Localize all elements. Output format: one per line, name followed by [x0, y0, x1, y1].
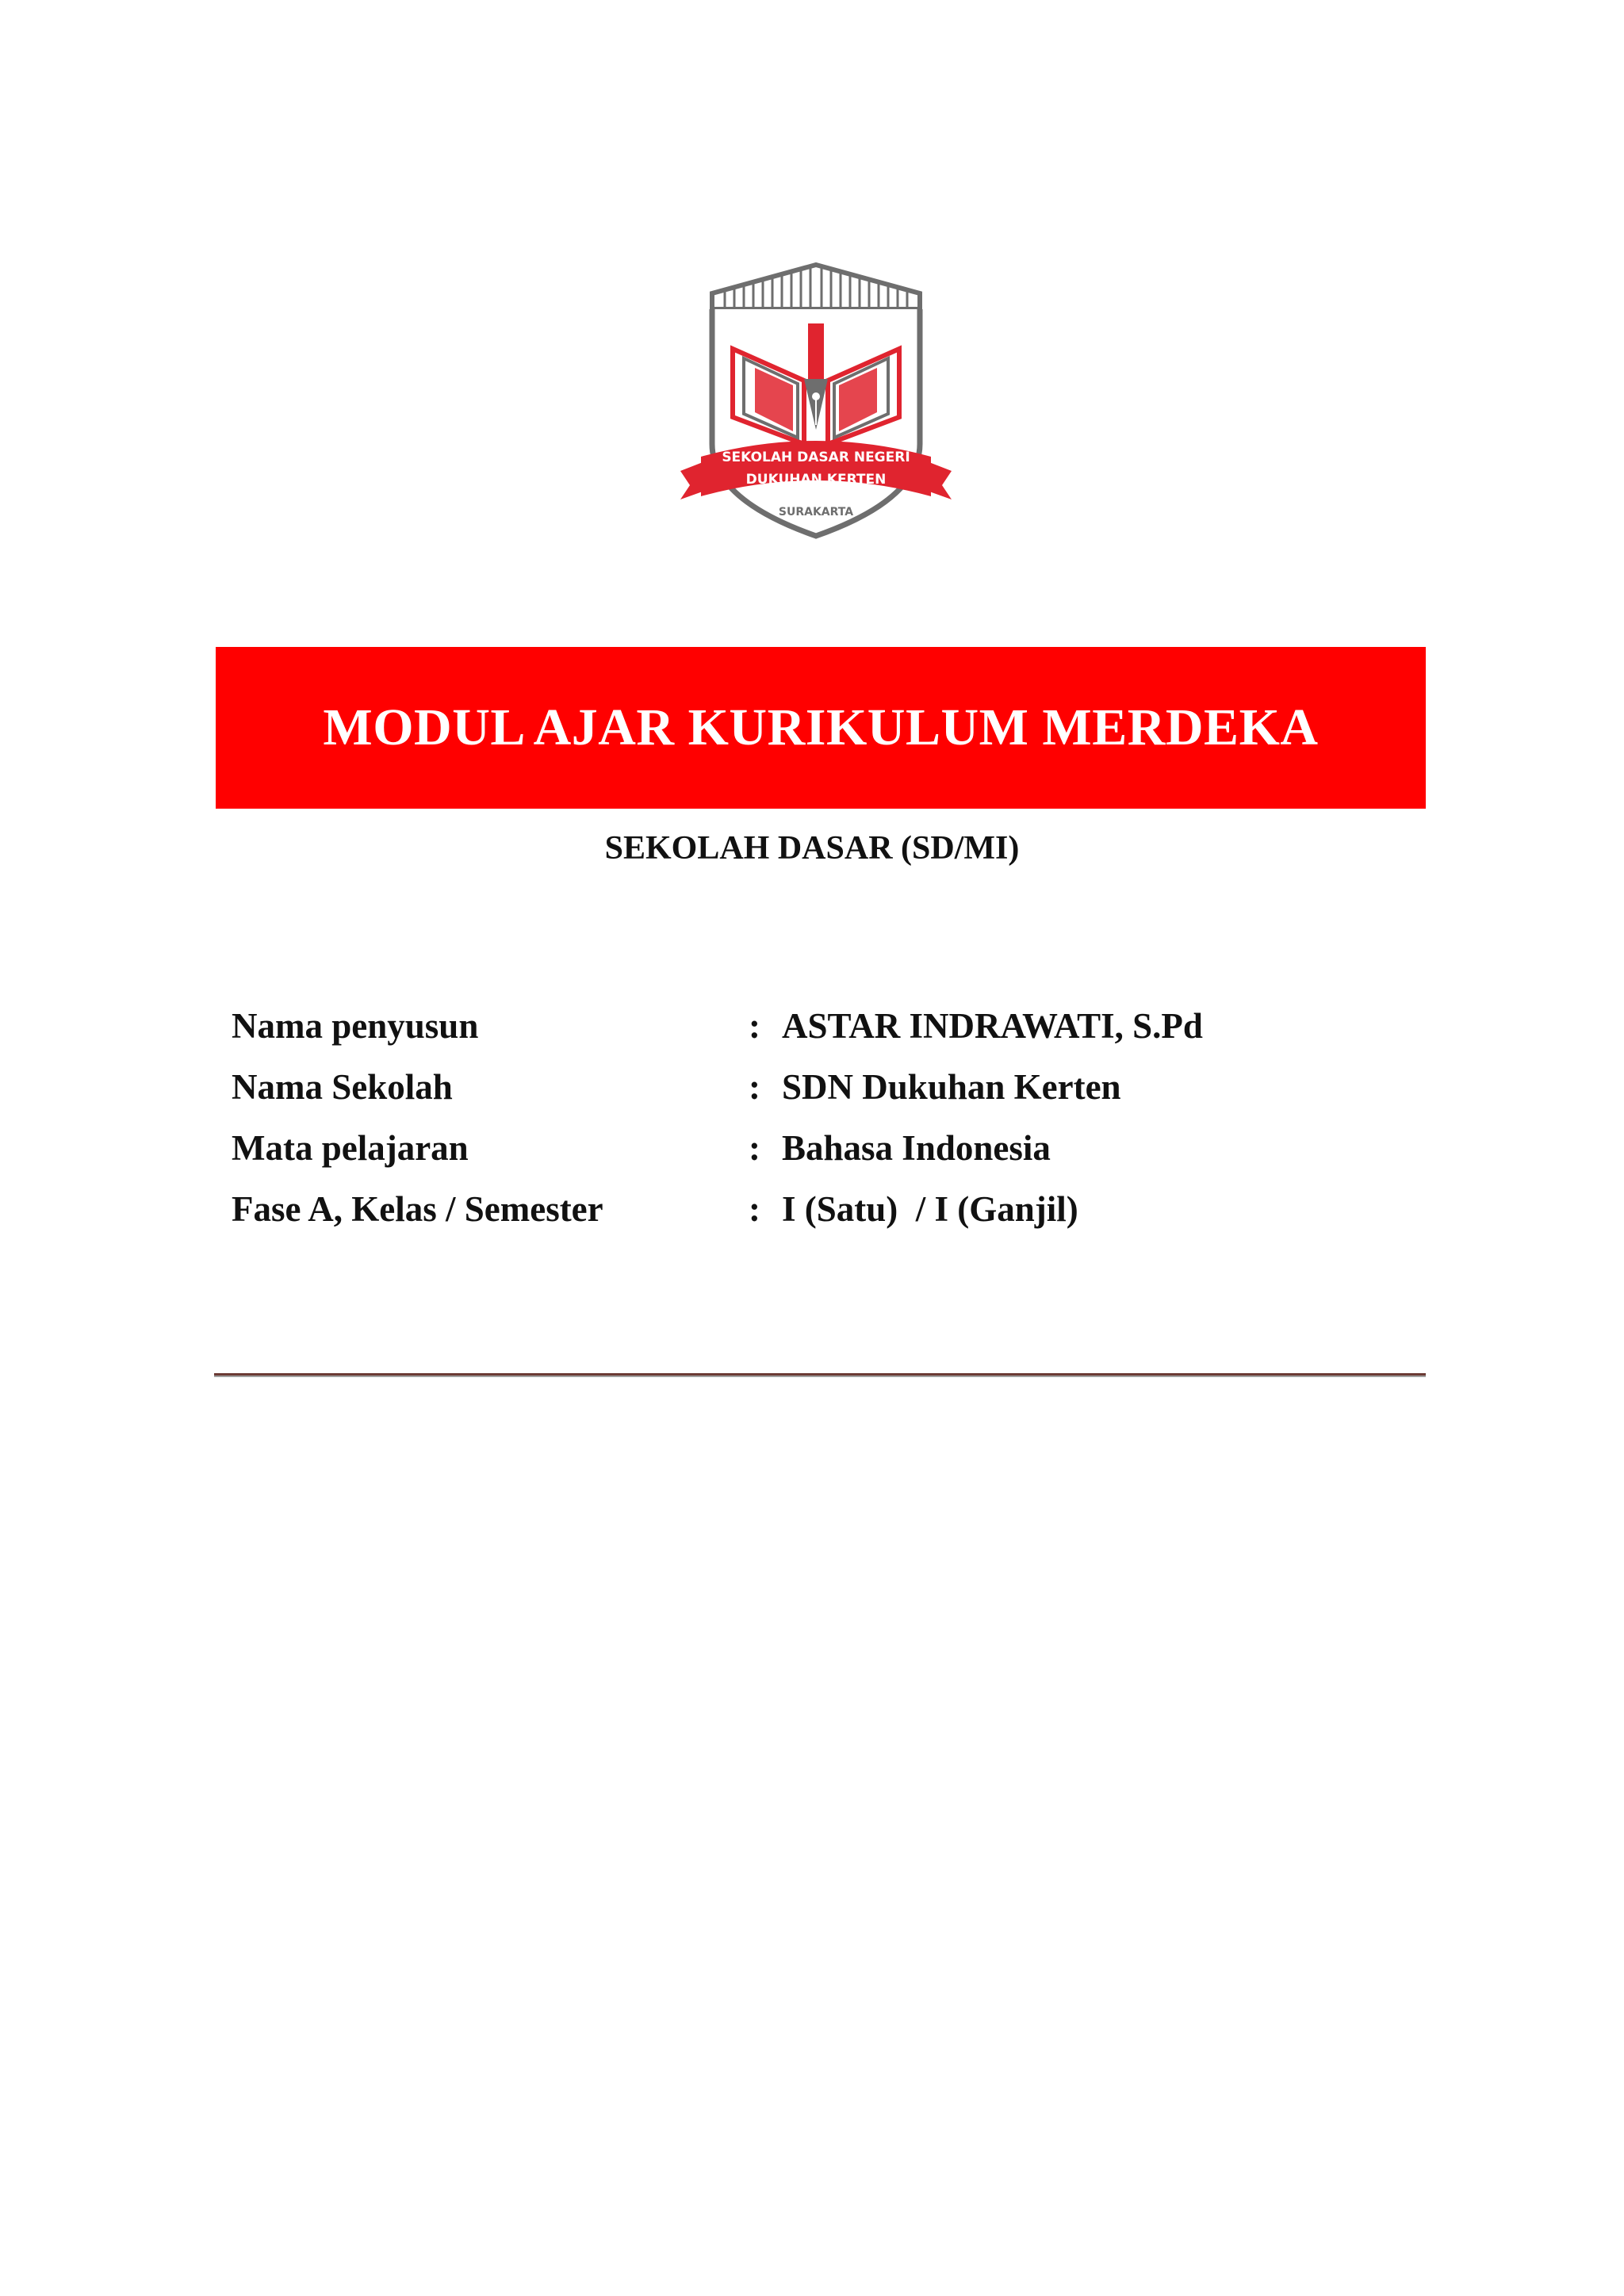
- info-label: Nama penyusun: [232, 1006, 479, 1046]
- info-value: I (Satu) / I (Ganjil): [782, 1189, 1078, 1229]
- info-row-author: [232, 1005, 1389, 1066]
- logo-city: SURAKARTA: [778, 506, 854, 519]
- info-row-subject: [232, 1127, 1389, 1188]
- info-label: Nama Sekolah: [232, 1067, 453, 1107]
- page-subtitle: SEKOLAH DASAR (SD/MI): [604, 830, 1020, 867]
- logo-line2: DUKUHAN KERTEN: [745, 472, 887, 488]
- school-crest-icon: [677, 262, 955, 541]
- info-value: SDN Dukuhan Kerten: [782, 1067, 1121, 1107]
- info-table: [232, 1005, 1389, 1249]
- info-row-school: [232, 1066, 1389, 1127]
- info-row-phase: [232, 1188, 1389, 1249]
- info-colon: :: [749, 1189, 760, 1229]
- info-colon: :: [749, 1128, 760, 1168]
- school-logo: [677, 262, 955, 541]
- title-banner: [216, 647, 1426, 809]
- info-label: Mata pelajaran: [232, 1128, 469, 1168]
- info-value: ASTAR INDRAWATI, S.Pd: [782, 1006, 1203, 1046]
- page-title: MODUL AJAR KURIKULUM MERDEKA: [323, 698, 1319, 756]
- info-colon: :: [749, 1067, 760, 1107]
- divider: [214, 1373, 1426, 1377]
- logo-line1: SEKOLAH DASAR NEGERI: [722, 450, 910, 465]
- info-value: Bahasa Indonesia: [782, 1128, 1051, 1168]
- info-colon: :: [749, 1006, 760, 1046]
- info-label: Fase A, Kelas / Semester: [232, 1189, 603, 1229]
